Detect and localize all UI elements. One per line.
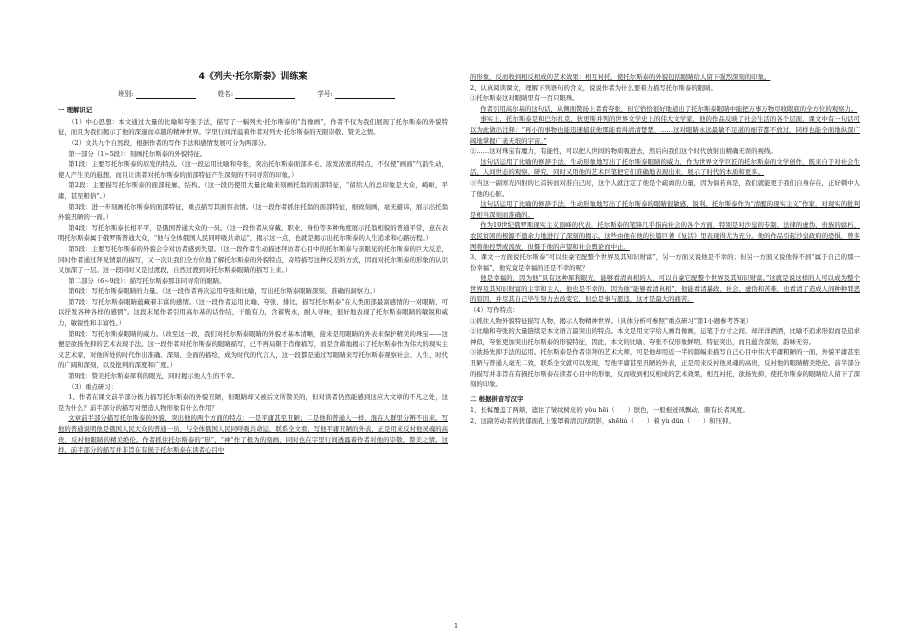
paragraph: 作者引用高尔基的这句话，从侧面赞扬上者看夸张，但它恰恰很好地道出了托尔斯泰眼睛中能把万事万物尽收眼底的全方位的观察力。: [480, 104, 858, 113]
student-info-line: [58, 89, 448, 100]
paragraph: （2）文共九个自然段，根据作者的写作手法和感情发展可分为两部分。: [68, 138, 271, 147]
paragraph: 第二部分（6~9段）：描写托尔斯泰那非同寻常的眼睛。: [68, 276, 226, 285]
paragraph: 第1段：主要写托尔斯泰的眉发的特点。（这一段运用比喻和夸张，突出托尔斯泰面部多毛、浓发浓密的特点，不仅使“画面”气韵生动，使人产生美的遐想，而且让读者对托尔斯泰的面部特征产生深刻的不同寻常的印象。）: [58, 160, 448, 179]
paragraph: 第一部分（1~5段）：刻画托尔斯泰的外貌特征。: [68, 149, 207, 158]
paragraph: 第9段：赞美托尔斯泰犀利的眼光，同时揭示他人生的不幸。: [68, 372, 239, 381]
paragraph: 第8段：写托尔斯泰眼睛的威力。（改至这一段，我们对托尔斯泰眼睛的外貌才基本清晰，接来是用眼睛的外表来保护精美的珠宝——这便是欲扬先抑的艺术表现手法。这一段作者对托尔斯泰的眼睛描写，已不再局限于肖像描写，而是含蓄地揭示了托尔斯泰作为伟大的现实主义艺术家，对他所处的时代作出准确、深刻、全面的描绘，成为时代的代言人，这一段都是通过写眼睛来写托尔斯泰观察社会、人生、时代的广阔和深刻，以及批判的深度和广度。）: [58, 329, 448, 370]
paragraph: 第3段：进一步刻画托尔斯泰的面部特征，重点描写其面容表情。（这一段作者抓住托翁的面部特征，细致刻画，毫无避讳，展示出托翁外貌丑陋的一面。）: [58, 202, 448, 222]
paragraph: （1）中心思想：本文通过大量的比喻和夸张手法，描写了一幅列夫·托尔斯泰的“肖像画”，作者不仅为我们展现了托尔斯泰的外貌特征，而且为我们揭示了他的深邃而卓越的精神世界。字里行间洋溢着作者对列夫·托尔斯泰的无限崇敬、赞美之情。: [58, 117, 448, 137]
paragraph: 的形象，反而收到相反相成的艺术效果：相互衬托，使托尔斯泰的外貌包括眼睛给人留下强烈深刻的印象。: [470, 73, 771, 81]
paragraph: 第6段：写托尔斯泰眼睛的力量。（这一段作者再次运用夸张和比喻，写出托尔斯泰眼睛深刻、准确的洞察力。）: [68, 287, 380, 296]
paragraph: 2、认真阅读课文，理解下列语句的含义，说说作者为什么要着力描写托尔斯泰的眼睛。: [470, 83, 717, 92]
paragraph: ③欲扬先抑手法的运用。托尔斯泰是作者崇拜的艺术大师，可是他却用近一半的篇幅来描写自己心目中伟大平庸粗陋的一面，外貌平庸甚至丑陋与普通人毫无二致，联系全文就可以发现，写他平庸甚至丑陋的外表，正是用来反衬他灵魂的高贵，反衬他的眼睛精美绝伦。前半部分的描写并非旨在有损托尔斯泰在读者心目中的形象，反而收到相反相成的艺术效果，相互衬托，欲扬先抑，使托尔斯泰的眼睛给人留下了深刻的印象。: [470, 348, 860, 389]
right-column: [470, 72, 860, 427]
paragraph: 这句话运用了比喻的修辞手法，生动形象地写出了托尔斯泰的眼睛很敏感、锐利。托尔斯泰作为“清醒的现实主义”作家，对现实的批判是相当深刻而准确的。: [470, 200, 860, 219]
paragraph: 3、课文一方面说托尔斯泰“可以住豪宅配整个世界及其知识财富”，另一方面又说他是不幸的；但另一方面又说他得不到“属于自己的那一份幸福”，他究竟是幸福的还是不幸的呢？: [470, 253, 860, 272]
paragraph: ①抓住人物外貌特征描写人物，揭示人物精神世界。（具体分析可参照“重点研习”第1小题参考答案）: [470, 316, 753, 325]
page-number: 1: [454, 622, 459, 630]
paragraph: 他是幸福的，因为他“具有这种犀利眼光，能够看清真相的人，可以自豪它配整个世界及其知识财富。”这就是说这样的人可以成为整个世界及其知识财富的主宰和主人，他也是不幸的，因为他“能够看清真相”，他能看清暴政、社会、虚伪和苦难，也看清了造成人间种种罪恶的原因，并尽其自己毕生努力去改变它，但总是事与愿违，这才是最大的痛苦。: [470, 274, 860, 304]
paragraph: ③当这一副寒光四射的匕首转而对准自己时，这个人就注定了他是个疏离的力量，因为倘若真是，我们就能更于我们自身存在，正好刺中人了他的心脏。: [470, 178, 860, 198]
paragraph: 第4段：写托尔斯泰长相平平，是俄国普通大众的一员。（这一段作者从穿戴、职业、身份等多种角度展示托翁相貌的普通平常，意在表明托尔斯泰属于俄罗斯普通大众，“他与全体俄国人民同呼吸共命运”，揭示这一点，也就是揭示出托尔斯泰的人生追求和心路历程。）: [58, 223, 448, 243]
question-item: 2、这副劳动者的犹郁面孔上笼罩着清沉的阴影，shēliú（ ）着 yù dūn（ ）和压抑。: [470, 417, 735, 425]
paragraph: 作为19世纪俄罗斯现实主义顶峰的代表，托尔斯泰的笔锋几乎指向社会的各个方面，特别是对沙皇的专制、法律的虚伪、贵族的腐朽、农民贫困的根源不遗余力地进行了深刻的揭示。这些由他在他的长篇巨著《复活》里表现得尤为充分。他的作品引起沙皇政府的恐惧，曾多图将他控禁或流放，但慑于他的声望和社会舆论而中止。: [470, 221, 860, 251]
paragraph: 事实上，托尔斯泰是和巴尔扎克、狄更斯并列的世界文学史上的伟大文学家，他的作品反映了社会生活的各个层面，课文中有一句话可以为此做出注释：“再小的事物也能迅速捕获他那能看得清清楚楚，……这对眼睛永远最敏不足道的细节都不放过，同样也能全面地纵深广阔地掌握广袤无垠的宇宙。”: [470, 115, 860, 145]
paragraph: 1、作者在课文前半部分极力描写托尔斯泰的外貌丑陋，但眼睛却又被后文所赞美的，但对读者仍然能感到这应大文章的不凡之处，这是为什么？前半部分的描写对塑造人物形象有什么作用？: [58, 393, 448, 412]
id-blank[interactable]: [335, 91, 395, 99]
class-blank[interactable]: [136, 91, 196, 99]
id-label: 学号:: [317, 89, 333, 98]
section-heading-2: 二 根据拼音写汉字: [470, 394, 524, 403]
name-label: 姓名:: [217, 89, 234, 98]
paragraph: （4）写作特点：: [470, 306, 519, 315]
left-column: [58, 72, 448, 456]
paragraph: 第2段：主要描写托尔斯泰的面部轮廓、结构。（这一段仍使用大量比喻来刻画托翁的面部特征，“留给人的总印象是大众，崎岖，平庸，甚至粗俗”。）: [58, 181, 448, 200]
question-item: 1、长髯覆盖了两颊，遮住了皱纹树皮的 yǒu hēi（ ）肤色，一般根迹风飘动，颇有长者风度。: [470, 406, 749, 415]
paragraph: 文章前半部分描写托尔斯泰的外貌，突出他的两个方面的特点：一是平庸甚至丑陋；二是他和普通人一样，混在人群里分辨不出来。写他的普通说明他是俄国人民大众的普通一员，与全体俄国人民同呼吸共命运，联系全文看，写他平庸丑陋的外表，正是用来反衬他灵魂的高贵，反衬他眼睛的精美绝伦。作者抓住托尔斯泰的“形”、“神”作了极为的刻画，同时也在字里行间透露着作者对他的崇敬、赞美之情。这样，前半部分的描写并非旨在有损于托尔斯泰在读者心目中: [58, 414, 448, 455]
paragraph: ②……这对珠宝有魔力，有能性，可以把人世间的物质吸进去，然后向我们这个时代放射出精确无误的视线。: [470, 147, 777, 156]
class-label: 班别:: [118, 89, 134, 98]
paragraph: 第5段：主要写托尔斯泰的外貌会令对访者感到失望。（这一段作者生动描述拜访者心目中的托尔斯泰与亲眼见的托尔斯泰的巨大反差，同时作者通过拜见情景的描写，又一次让我们全方位地了解托尔斯泰的外貌特点，奇特描写这种反差的方式，因而对托尔斯泰的形象的认识又加深了一层。这一段同时又是过渡段，自然过渡到对托尔斯泰眼睛的描写上来。）: [58, 244, 448, 275]
paragraph: 这句话运用了比喻的修辞手法，生动形象地写出了托尔斯泰眼睛的威力，作为世界文学巨匠的托尔斯泰的文学创作，既来自于对社会生活、人间世态的观察、研究，同时又用他的艺术巨笔把它们准确地表现出来，展示了时代的本质和更多。: [470, 157, 860, 177]
document-title: 4《列夫·托尔斯泰》训练案: [198, 72, 308, 82]
paragraph: 第7段：写托尔斯泰眼睛蕴藏着丰富的感情。（这一段作者运用比喻、夸张、排比，描写托尔斯泰“在人类面部最富感情的一对眼睛，可以抒发各种各样的感情”。这段末尾作者引用高尔基的话作结，干脆有力，含蓄隽永，耐人寻味，很好地表现了托尔斯泰眼睛的敏锐和威力，敏锐性和丰富性。）: [58, 297, 448, 328]
paragraph: ②比喻和夸张的大量链续是本文语言最突出的特点。本文是用文字给人画肖像画，运笔于方寸之间，却洋洋洒洒，比喻不追求形似而是追求神似，夸张更加突出托尔斯泰的形貌特征，因此，本文的比喻、夸张不仅形象鲜明，特征突出，而且蕴含深刻，韵味无穷。: [470, 327, 860, 346]
paragraph: ①托尔斯泰这对眼睛里有一百只眼珠。: [470, 94, 579, 103]
name-blank[interactable]: [235, 91, 295, 99]
section-heading-1: 一 理解识记: [58, 106, 93, 115]
paragraph: （3）重点研习：: [68, 382, 118, 391]
